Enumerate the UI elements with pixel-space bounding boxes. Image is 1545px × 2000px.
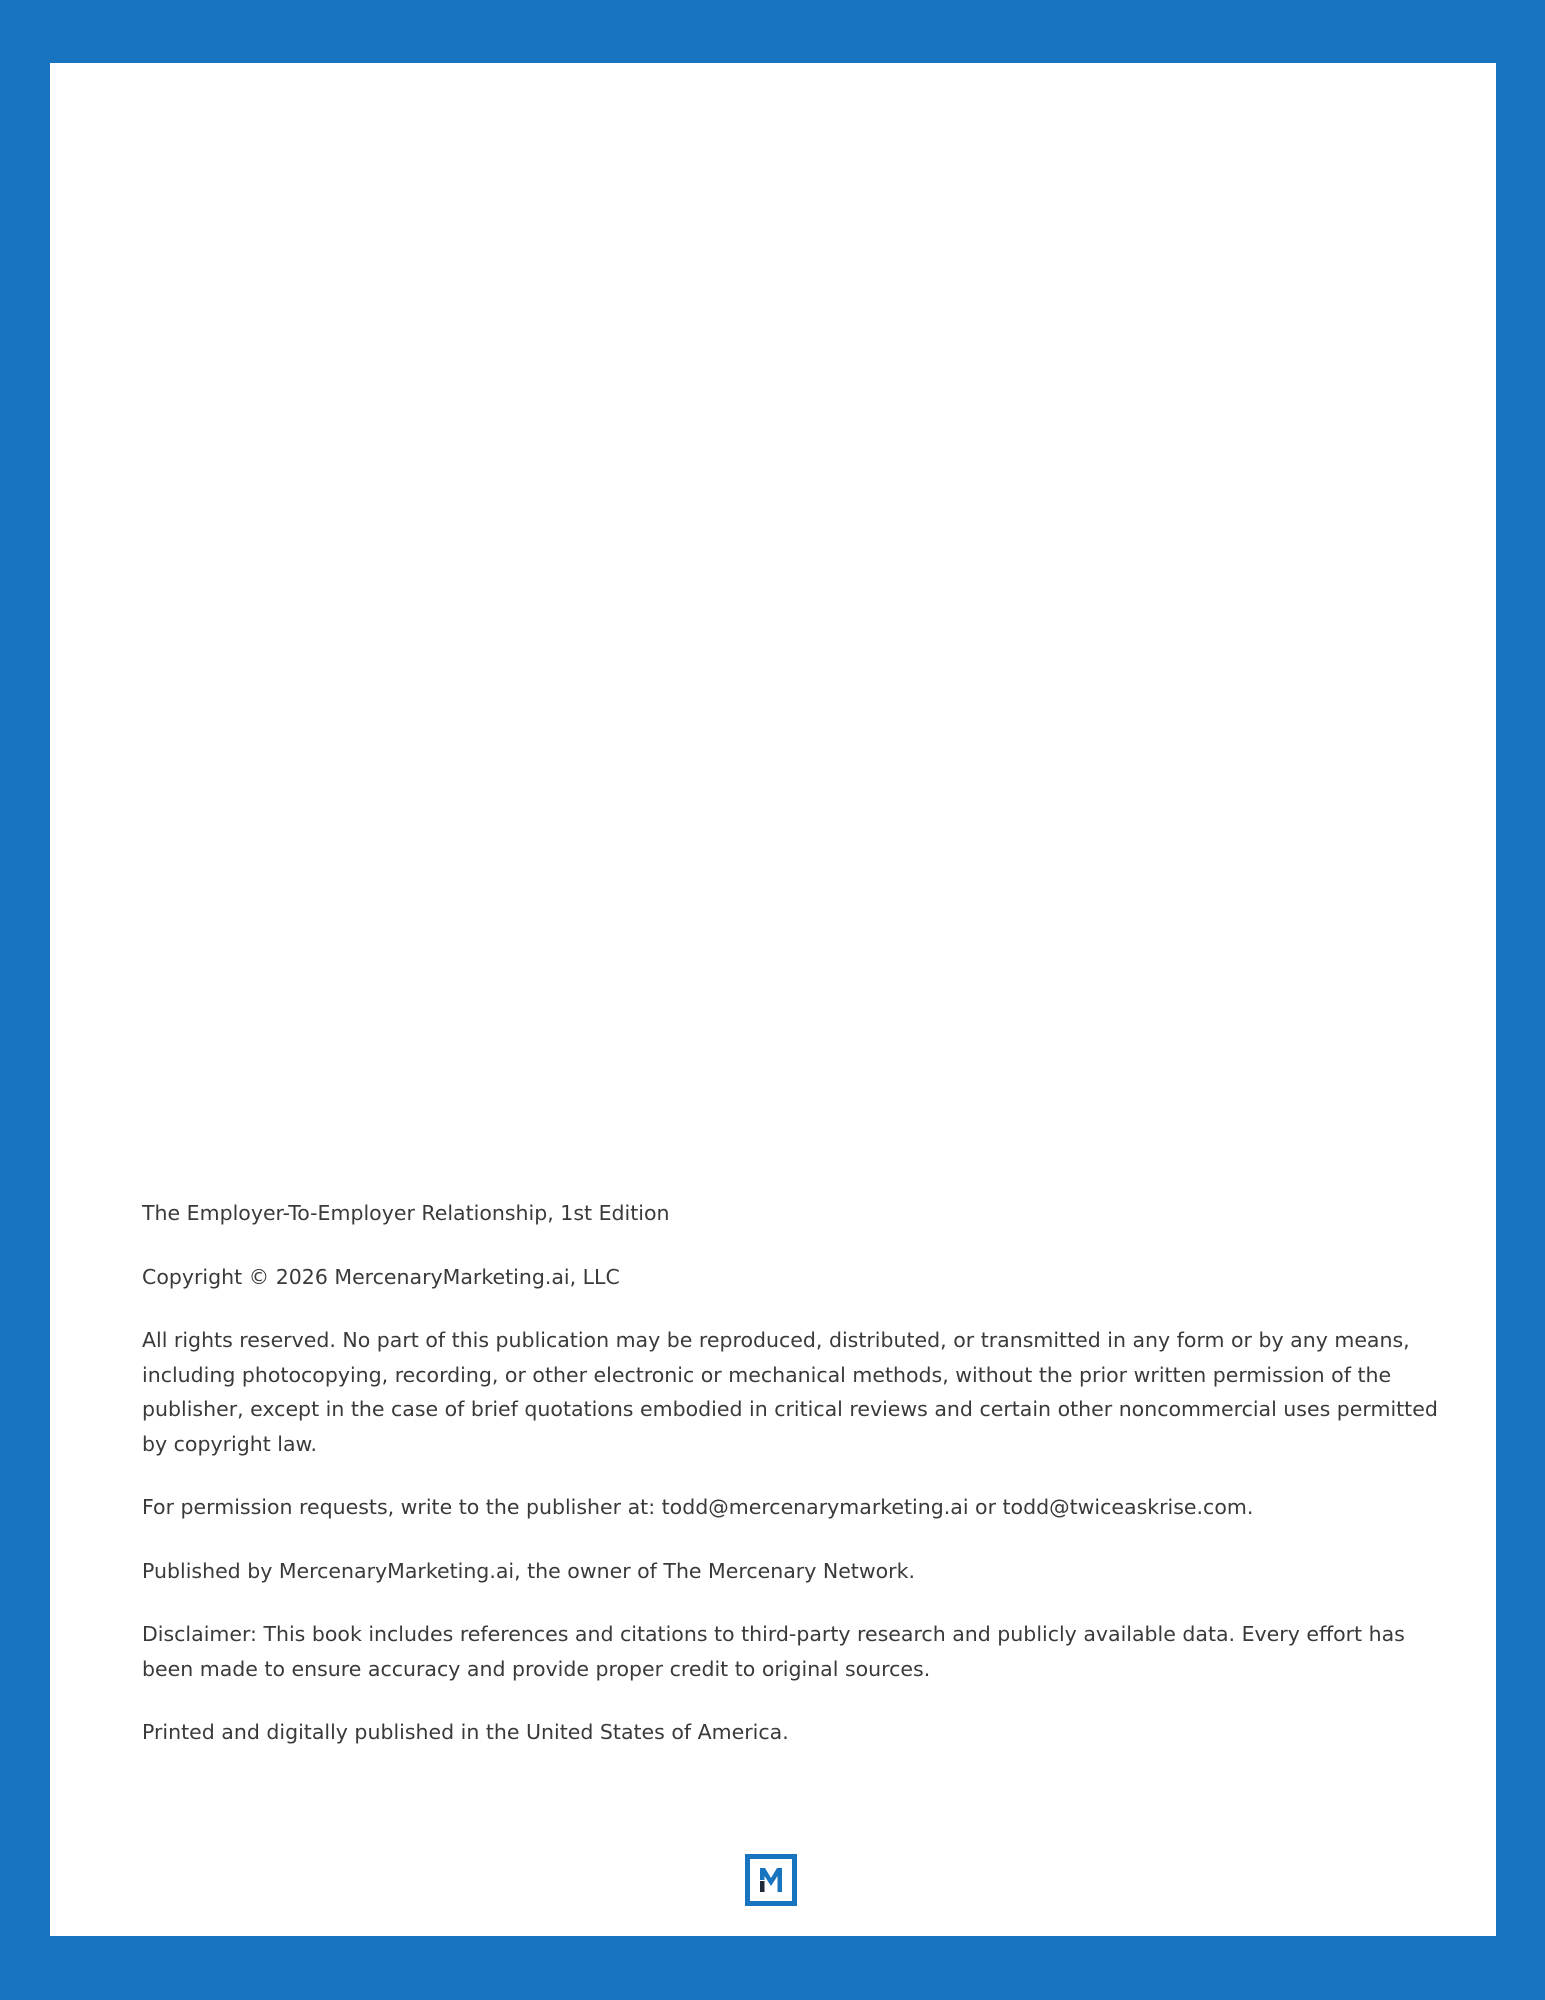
document-page: [50, 63, 1496, 1936]
edition-line: The Employer-To-Employer Relationship, 1st Edition: [142, 1201, 670, 1225]
publisher-line: Published by MercenaryMarketing.ai, the owner of The Mercenary Network.: [142, 1558, 915, 1583]
copyright-block: [142, 1196, 1442, 1779]
copyright-line: Copyright © 2026 MercenaryMarketing.ai, LLC: [142, 1264, 620, 1289]
rights-paragraph: All rights reserved. No part of this publication may be reproduced, distributed, or transmitted in any form or by any means, including photocopying, recording, or other electronic or mechanical methods, without the prior written permission of the publisher, except in the case of brief quotations embodied in critical reviews and certain other noncommercial uses permitted by copyright law.: [142, 1328, 1438, 1456]
printed-line: Printed and digitally published in the United States of America.: [142, 1720, 789, 1744]
m-monogram-icon: [745, 1854, 797, 1906]
permissions-line: For permission requests, write to the publisher at: todd@mercenarymarketing.ai or todd@twiceaskrise.com.: [142, 1495, 1254, 1519]
logo-mark: [745, 1854, 797, 1906]
disclaimer-paragraph: Disclaimer: This book includes references and citations to third-party research and publicly available data. Every effort has been made to ensure accuracy and provide proper credit to original sources.: [142, 1622, 1405, 1681]
